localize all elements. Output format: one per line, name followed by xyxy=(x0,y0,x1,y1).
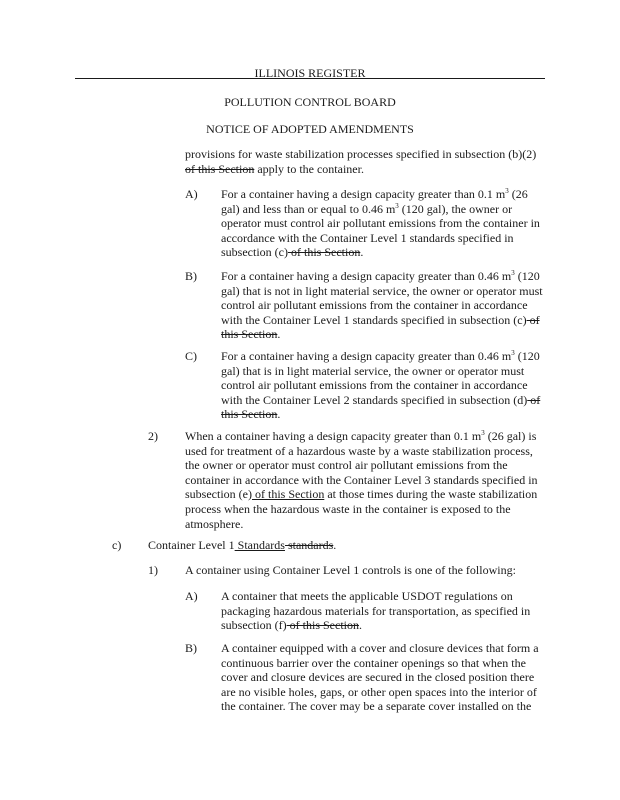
text-run: . xyxy=(277,327,281,342)
intro-paragraph xyxy=(185,147,545,176)
item-text xyxy=(185,429,545,531)
inserted-text: of this Section xyxy=(251,487,325,502)
deleted-text: of this Section xyxy=(287,245,361,260)
text-run: (120 gal), the owner or operator must control air pollutant emissions from the container in accordance with the Container Level 1 standards specified in subsection (c) xyxy=(221,201,540,260)
item-label: B) xyxy=(185,641,197,655)
text-run: When a container having a design capacity greater than 0.1 m xyxy=(185,429,482,443)
item-text xyxy=(221,269,545,342)
deleted-text: of this Section xyxy=(286,618,359,633)
text-run: . xyxy=(360,245,364,260)
intro-tail: apply to the container. xyxy=(254,161,364,176)
item-text: A container using Container Level 1 controls is one of the following: xyxy=(185,563,516,577)
board-title: POLLUTION CONTROL BOARD xyxy=(224,95,396,109)
item-label: A) xyxy=(185,589,198,603)
section-heading xyxy=(148,538,548,553)
superscript: 3 xyxy=(481,429,485,437)
text-run: . xyxy=(333,538,337,552)
intro-deleted-text: of this Section xyxy=(185,161,255,176)
deleted-text: of this Section xyxy=(221,312,540,342)
item-text: A container equipped with a cover and closure devices that form a continuous barrier over the container openings so that when the cover and closure devices are secured in the closed position there are no visible holes, gaps, or other open spaces into the interior of the container. The cover may be a separate cover installed on the xyxy=(221,641,539,714)
section-label: c) xyxy=(112,538,122,552)
notice-title: NOTICE OF ADOPTED AMENDMENTS xyxy=(206,122,414,136)
text-run: (120 gal) that is not in light material service, the owner or operator must control air pollutant emissions from the container in accordance with the Container Level 1 standards specified in subsection (c) xyxy=(221,269,543,327)
intro-text: provisions for waste stabilization processes specified in subsection (b)(2) xyxy=(185,147,537,161)
item-label: B) xyxy=(185,269,197,283)
register-title: ILLINOIS REGISTER xyxy=(254,66,366,80)
text-run: at those times during the waste stabilization process when the hazardous waste in the container is exposed to the atmosphere. xyxy=(185,487,538,531)
superscript: 3 xyxy=(511,269,515,277)
item-text xyxy=(221,589,545,633)
text-run: Container Level 1 xyxy=(148,538,235,552)
superscript: 3 xyxy=(395,201,399,210)
inserted-text: Standards xyxy=(234,538,285,552)
text-run: (26 gal) is used for treatment of a hazardous waste by a waste stabilization process, the owner or operator must control air pollutant emissions from the container in accordance with the Container Level 3 standards specified in subsection (e) xyxy=(185,429,538,502)
text-run: For a container having a design capacity greater than 0.46 m xyxy=(221,349,512,363)
item-label: A) xyxy=(185,187,198,201)
text-run: For a container having a design capacity greater than 0.1 m xyxy=(221,187,506,201)
item-label: C) xyxy=(185,349,197,363)
item-text xyxy=(221,349,545,422)
text-run: . xyxy=(277,407,281,422)
superscript: 3 xyxy=(505,187,509,195)
deleted-text: of this Section xyxy=(221,392,541,422)
text-run: For a container having a design capacity greater than 0.46 m xyxy=(221,269,512,283)
text-run: (26 gal) and less than or equal to 0.46 m xyxy=(221,187,528,216)
text-run: . xyxy=(358,618,362,633)
text-run: (120 gal) that is in light material service, the owner or operator must control air pollutant emissions from the container in accordance with the Container Level 2 standards specified in subsection (d) xyxy=(221,349,540,407)
item-label: 1) xyxy=(148,563,158,577)
deleted-text: standards xyxy=(284,538,334,552)
header-rule xyxy=(75,78,545,79)
superscript: 3 xyxy=(511,349,515,357)
item-label: 2) xyxy=(148,429,158,443)
text-run: A container that meets the applicable USDOT regulations on packaging hazardous materials for transportation, as specified in subsection (f) xyxy=(221,589,531,633)
item-text xyxy=(221,187,545,260)
